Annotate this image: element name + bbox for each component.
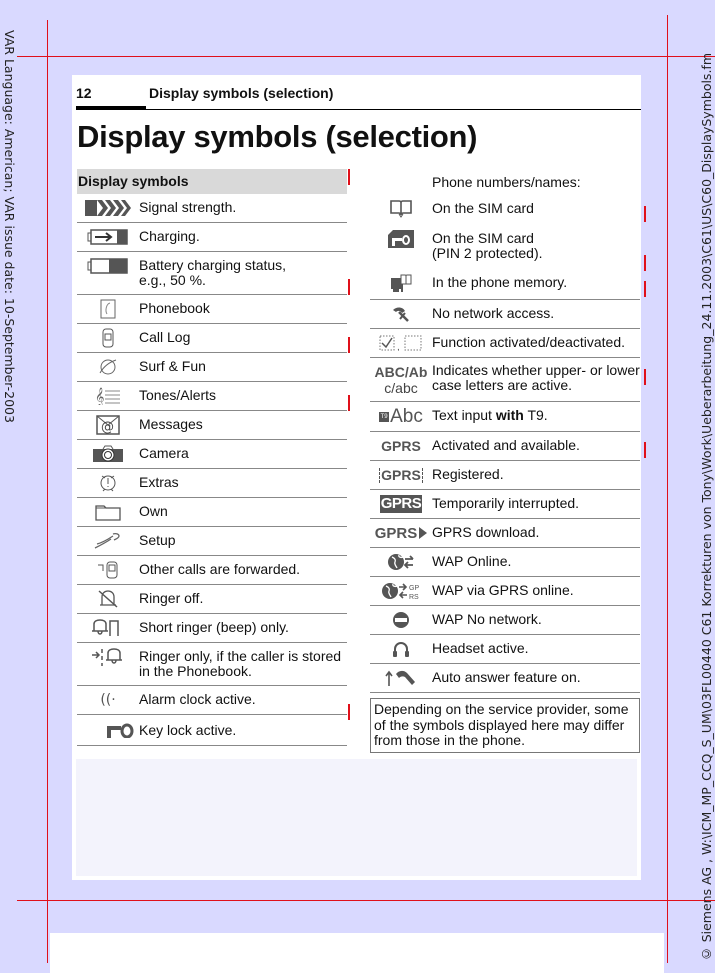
table-row: No network access. (370, 300, 640, 329)
table-row: Battery charging status, e.g., 50 %. (77, 252, 347, 295)
wap-online-icon (370, 548, 432, 576)
signal-strength-icon (77, 194, 139, 222)
messages-icon (77, 411, 139, 439)
short-ringer-icon (77, 614, 139, 642)
table-row: Extras (77, 469, 347, 498)
table-row: WAP Online. (370, 548, 640, 577)
sim-pin2-key-icon (370, 225, 432, 253)
ringer-phonebook-only-icon (77, 643, 139, 671)
crop-line-top (17, 56, 715, 57)
blank-panel (76, 759, 637, 876)
gprs-available-icon: GPRS (381, 437, 421, 454)
change-bar (348, 704, 350, 720)
change-bar (348, 395, 350, 411)
display-symbols-table (77, 169, 347, 746)
own-folder-icon (77, 498, 139, 526)
auto-answer-icon (370, 664, 432, 692)
phonebook-icon (77, 295, 139, 323)
wap-no-network-icon (370, 606, 432, 634)
table-row: 𝄞 Tones/Alerts (77, 382, 347, 411)
subheading: Phone numbers/names: (432, 174, 581, 190)
sim-book-icon (370, 195, 432, 223)
note-box: Depending on the service provider, some of the symbols displayed here may differ from those in the phone. (370, 698, 640, 753)
table-row: In the phone memory. (370, 269, 640, 300)
change-bar (348, 169, 350, 185)
key-lock-icon (77, 715, 139, 745)
table-row: Charging. (77, 223, 347, 252)
table-row: , Function activated/deactivated. (370, 329, 640, 358)
call-log-icon (77, 324, 139, 352)
running-title: Display symbols (selection) (149, 85, 334, 101)
table-row: Signal strength. (77, 194, 347, 223)
extras-icon (77, 469, 139, 497)
svg-text:GP: GP (409, 585, 420, 592)
gprs-download-icon: GPRS (370, 519, 432, 547)
table-row: Camera (77, 440, 347, 469)
phone-numbers-table (370, 169, 640, 753)
surf-fun-icon (77, 353, 139, 381)
table-row: On the SIM card (370, 195, 640, 225)
change-bar (644, 206, 646, 222)
table-row: Other calls are forwarded. (77, 556, 347, 585)
running-header (76, 83, 641, 110)
battery-icon (77, 252, 139, 280)
table-row: Ringer only, if the caller is stored in the Phonebook. (77, 643, 347, 686)
change-bar (644, 369, 646, 385)
crop-line-bottom (17, 900, 715, 901)
table-row: GPRS Registered. (370, 461, 640, 490)
crop-line-left (47, 20, 48, 963)
svg-text:𝄞: 𝄞 (95, 387, 105, 405)
gprs-registered-icon: GPRS (381, 466, 421, 483)
svg-text:@: @ (101, 420, 114, 435)
setup-wrench-icon (77, 527, 139, 555)
table-row: GPRS Activated and available. (370, 432, 640, 461)
ringer-off-icon (77, 585, 139, 613)
gprs-interrupted-icon: GPRS (380, 495, 422, 512)
camera-icon (77, 440, 139, 468)
table-row: Surf & Fun (77, 353, 347, 382)
change-bar (644, 281, 646, 297)
margin-var-language: VAR Language: American; VAR issue date: 10-September-2003 (2, 30, 17, 423)
alarm-clock-icon: ((· (100, 691, 116, 708)
tones-alerts-icon (77, 382, 139, 410)
table-row: ABC/Ab c/abc Indicates whether upper- or lower case letters are active. (370, 358, 640, 402)
page-title: Display symbols (selection) (77, 119, 478, 154)
no-network-icon (370, 300, 432, 328)
headset-icon (370, 635, 432, 663)
wap-gprs-online-icon (370, 577, 432, 605)
table-row: Phonebook (77, 295, 347, 324)
change-bar (644, 442, 646, 458)
svg-text:RS: RS (409, 594, 419, 600)
table-row: Call Log (77, 324, 347, 353)
table-row: Setup (77, 527, 347, 556)
table-row: WAP No network. (370, 606, 640, 635)
table-row: Auto answer feature on. (370, 664, 640, 693)
charging-icon (77, 223, 139, 251)
table-row: T9 Abc Text input with T9. (370, 402, 640, 432)
table-row: On the SIM card (PIN 2 protected). (370, 225, 640, 269)
phone-memory-icon (370, 269, 432, 297)
next-page-area (50, 933, 664, 973)
crop-line-right (667, 15, 668, 963)
svg-text:,: , (397, 342, 400, 351)
case-indicator-icon: ABC/Ab c/abc (374, 363, 428, 396)
table-row: @ Messages (77, 411, 347, 440)
checkbox-icon (370, 329, 432, 357)
table-row: Key lock active. (77, 715, 347, 746)
table-row (370, 169, 640, 195)
change-bar (644, 255, 646, 271)
t9-icon: T9 Abc (380, 406, 423, 427)
table-row: Own (77, 498, 347, 527)
table-row: Headset active. (370, 635, 640, 664)
table-row: Short ringer (beep) only. (77, 614, 347, 643)
table-heading: Display symbols (77, 169, 347, 194)
table-row: Ringer off. (77, 585, 347, 614)
margin-file-path: © Siemens AG , W:\ICM_MP_CCQ_S_UM\03FL00440 C61 Korrekturen von Tony\Work\Ueberarbeitung_24.11.2003\C61\US\C60_DisplaySymbols.fm (699, 52, 714, 961)
table-row: GPRS Temporarily interrupted. (370, 490, 640, 519)
table-row: GPRS GPRS download. (370, 519, 640, 548)
call-forward-icon (77, 556, 139, 584)
table-row: GP RS WAP via GPRS online. (370, 577, 640, 606)
document-page (72, 75, 641, 880)
change-bar (348, 337, 350, 353)
page-number: 12 (76, 85, 146, 109)
table-row: ((· Alarm clock active. (77, 686, 347, 715)
change-bar (348, 279, 350, 295)
